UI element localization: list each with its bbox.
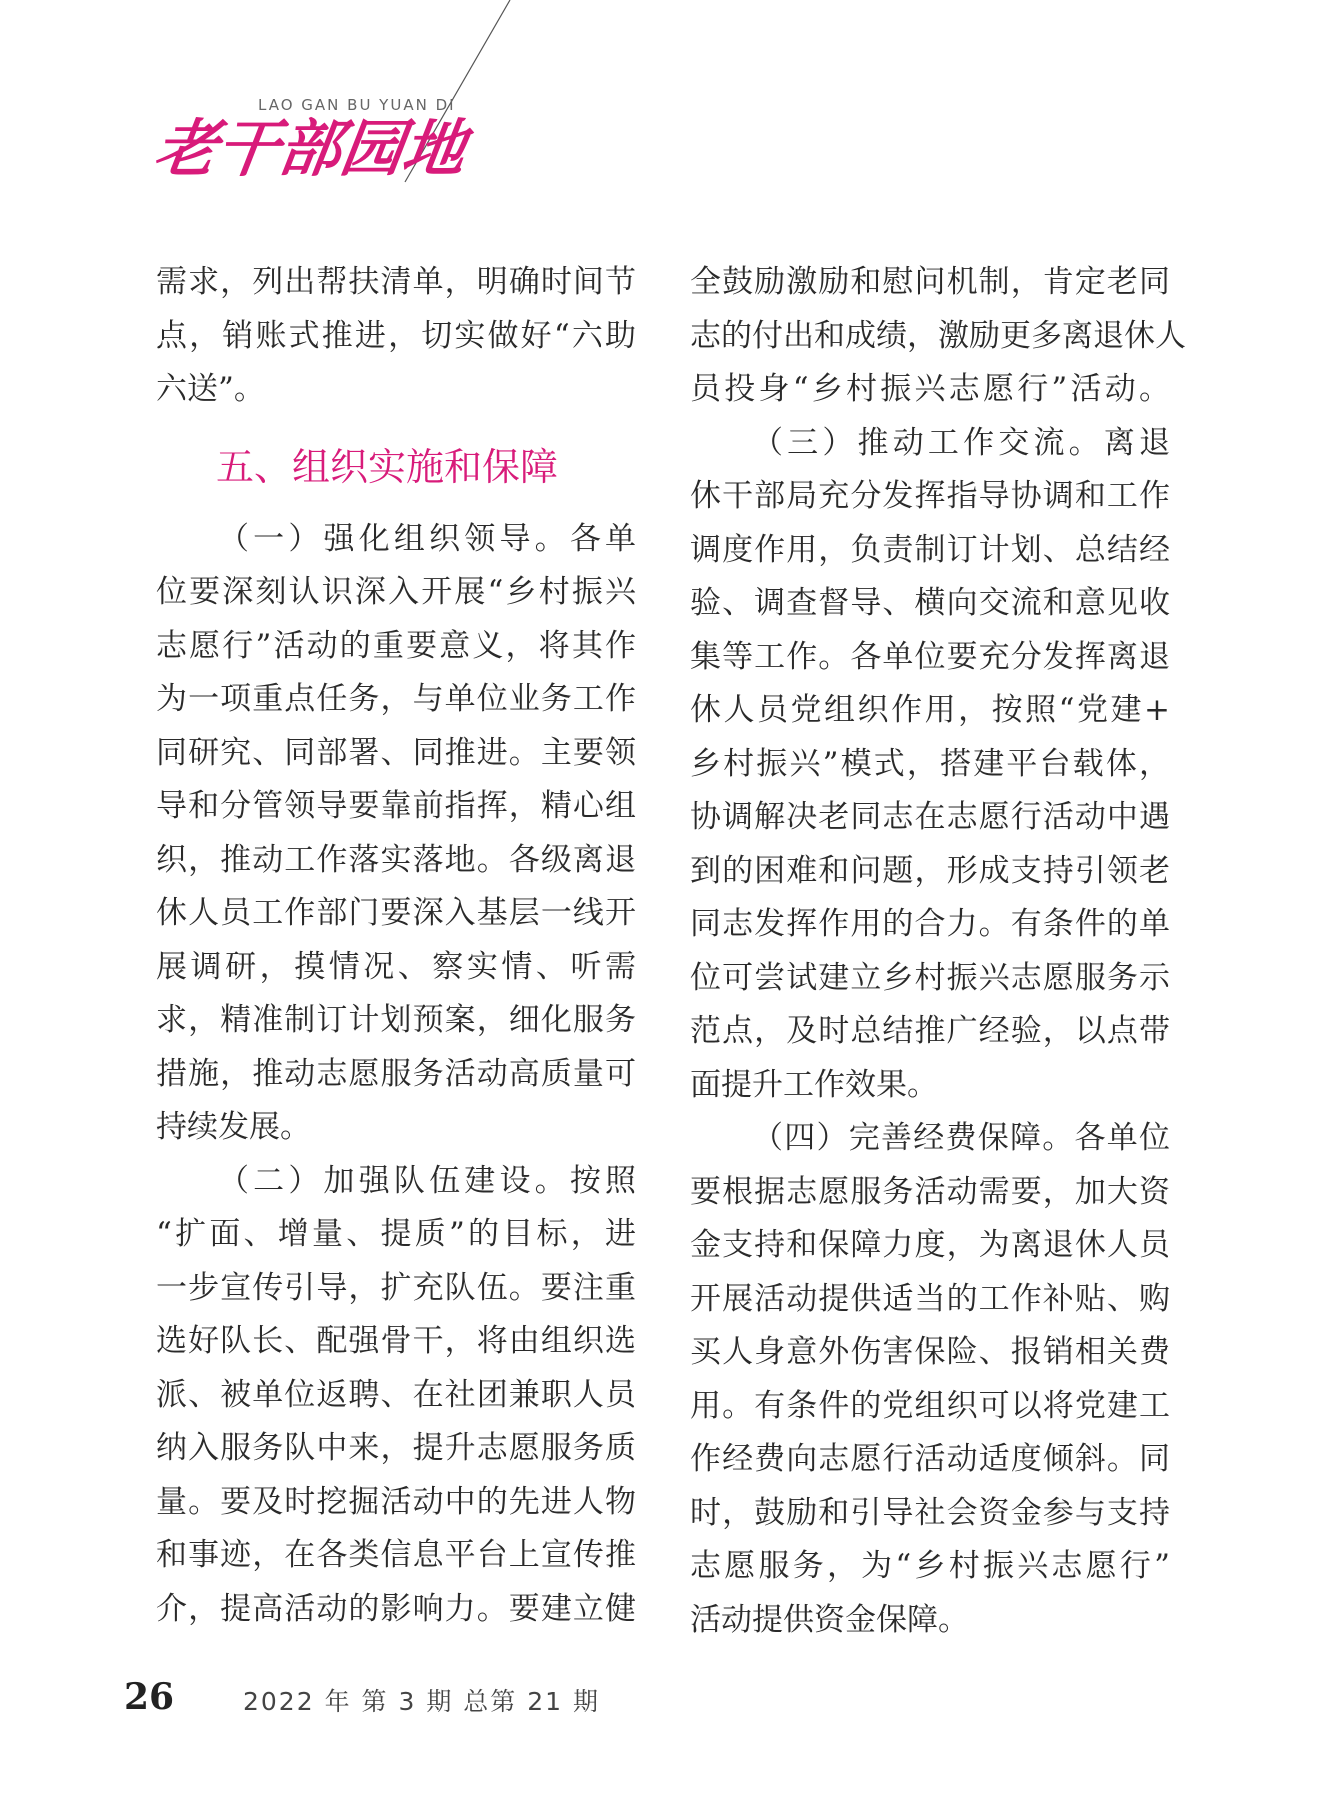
text-line: 持续发展。 — [156, 1109, 311, 1145]
text-line: （一）强化组织领导。各单 — [218, 520, 636, 557]
text-line: 措施，推动志愿服务活动高质量可 — [156, 1055, 636, 1092]
text-line: 金支持和保障力度，为离退休人员 — [690, 1227, 1170, 1263]
masthead-logo: 老干部园地 — [149, 112, 471, 185]
text-line: 活动提供资金保障。 — [690, 1601, 969, 1638]
text-line: （四）完善经费保障。各单位 — [752, 1120, 1170, 1156]
text-line: 全鼓励激励和慰问机制，肯定老同 — [690, 264, 1170, 300]
right-column — [690, 256, 1186, 1647]
text-line: 面提升工作效果。 — [690, 1066, 938, 1103]
page-number: 26 — [124, 1676, 175, 1718]
text-line: 作经费向志愿行活动适度倾斜。同 — [690, 1441, 1170, 1477]
text-line: 点，销账式推进，切实做好“六助 — [156, 317, 636, 354]
text-line: 同研究、同部署、同推进。主要领 — [156, 734, 636, 771]
text-line: 休人员党组织作用，按照“党建+ — [690, 692, 1170, 728]
text-line: 验、调查督导、横向交流和意见收 — [690, 585, 1170, 621]
text-line: 需求，列出帮扶清单，明确时间节 — [156, 264, 636, 300]
text-line: 为一项重点任务，与单位业务工作 — [156, 681, 636, 717]
text-line: 量。要及时挖掘活动中的先进人物 — [156, 1483, 636, 1520]
issue-info: 2022 年 第 3 期 总第 21 期 — [243, 1687, 600, 1716]
text-line: 志愿服务，为“乡村振兴志愿行” — [690, 1548, 1170, 1584]
text-line: 到的困难和问题，形成支持引领老 — [690, 852, 1170, 889]
section-heading: 五、组织实施和保障 — [216, 444, 559, 489]
text-line: 志愿行”活动的重要意义，将其作 — [156, 627, 636, 664]
text-line: 织，推动工作落实落地。各级离退 — [156, 841, 636, 878]
text-line: 位可尝试建立乡村振兴志愿服务示 — [690, 959, 1170, 996]
text-line: 选好队长、配强骨干，将由组织选 — [156, 1323, 636, 1359]
text-line: 范点，及时总结推广经验，以点带 — [690, 1013, 1170, 1049]
text-line: 和事迹，在各类信息平台上宣传推 — [156, 1537, 636, 1573]
text-line: 买人身意外伤害保险、报销相关费 — [690, 1334, 1170, 1370]
text-line: 时，鼓励和引导社会资金参与支持 — [690, 1494, 1170, 1531]
text-line: 展调研，摸情况、察实情、听需 — [156, 948, 636, 985]
masthead-diagonal-line — [0, 0, 1323, 220]
text-line: 志的付出和成绩，激励更多离退休人 — [690, 317, 1186, 354]
text-line: 调度作用，负责制订计划、总结经 — [690, 531, 1170, 568]
text-line: 导和分管领导要靠前指挥，精心组 — [156, 788, 636, 824]
text-line: 协调解决老同志在志愿行活动中遇 — [690, 799, 1170, 835]
text-line: “扩面、增量、提质”的目标，进 — [156, 1216, 636, 1252]
text-line: 位要深刻认识深入开展“乡村振兴 — [156, 574, 636, 610]
text-line: 员投身“乡村振兴志愿行”活动。 — [690, 371, 1170, 407]
text-line: （二）加强队伍建设。按照 — [218, 1162, 636, 1199]
masthead-subtitle: LAO GAN BU YUAN DI — [258, 96, 456, 114]
text-line: 一步宣传引导，扩充队伍。要注重 — [156, 1269, 636, 1306]
text-line: 休人员工作部门要深入基层一线开 — [156, 895, 636, 931]
text-line: 同志发挥作用的合力。有条件的单 — [690, 906, 1170, 942]
text-line: 乡村振兴”模式，搭建平台载体， — [690, 745, 1170, 782]
text-line: 开展活动提供适当的工作补贴、购 — [690, 1280, 1170, 1317]
text-line: 介，提高活动的影响力。要建立健 — [156, 1590, 636, 1627]
text-line: 集等工作。各单位要充分发挥离退 — [690, 638, 1170, 675]
text-line: 纳入服务队中来，提升志愿服务质 — [156, 1430, 636, 1466]
text-line: 要根据志愿服务活动需要，加大资 — [690, 1173, 1170, 1210]
text-line: 休干部局充分发挥指导协调和工作 — [690, 478, 1170, 514]
text-line: 求，精准制订计划预案，细化服务 — [156, 1002, 636, 1038]
left-column — [156, 256, 636, 1636]
text-line: 用。有条件的党组织可以将党建工 — [690, 1387, 1170, 1424]
text-line: 六送”。 — [156, 371, 265, 407]
text-line: （三）推动工作交流。离退 — [752, 424, 1170, 461]
text-line: 派、被单位返聘、在社团兼职人员 — [156, 1376, 636, 1413]
